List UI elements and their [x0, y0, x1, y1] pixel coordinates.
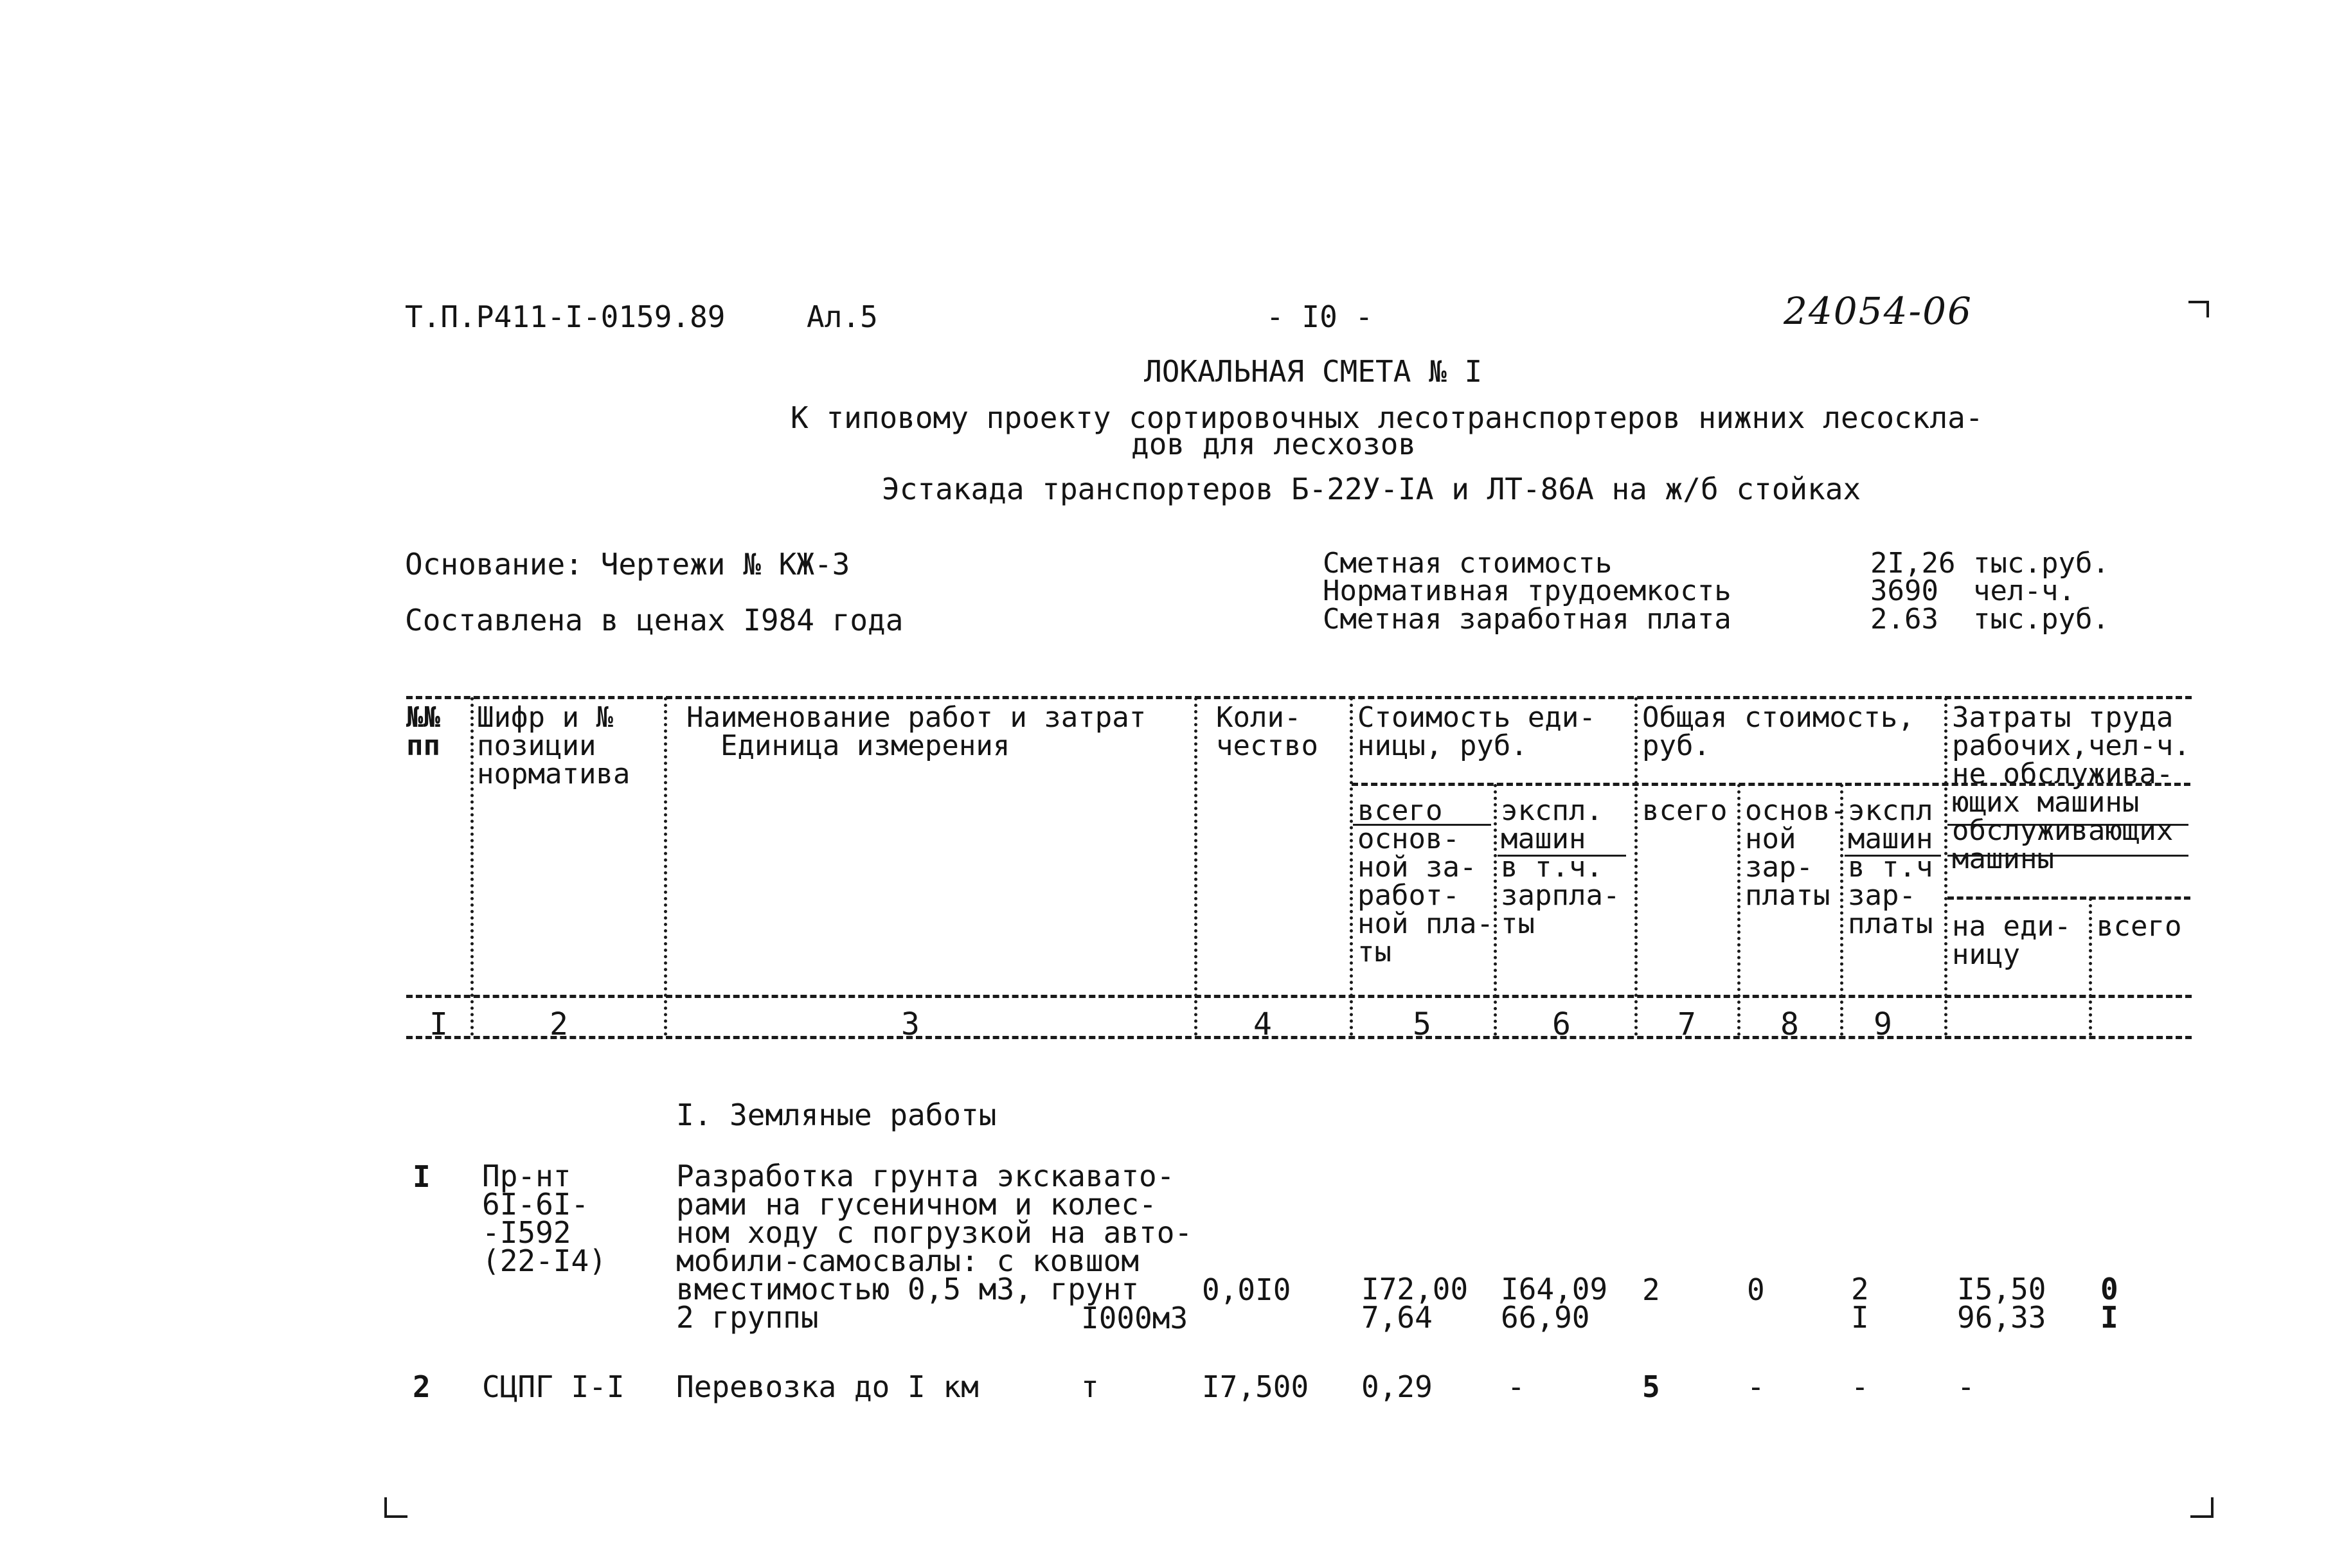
row-1-col8: 0	[1747, 1272, 1765, 1307]
header-col-unit-cost: Стоимость еди- ницы, руб.	[1357, 701, 1596, 762]
col-number-9: 9	[1874, 1006, 1892, 1042]
col-number-3: 3	[901, 1006, 920, 1042]
col-number-7: 7	[1677, 1006, 1696, 1042]
row-2-col9: -	[1851, 1369, 1869, 1404]
prices-line: Составлена в ценах I984 года	[405, 603, 904, 637]
col-number-6: 6	[1552, 1006, 1571, 1042]
col-number-4: 4	[1253, 1006, 1272, 1042]
header-col-8: основ- ной зар- платы	[1745, 794, 1847, 912]
row-2-quantity: I7,500	[1202, 1369, 1309, 1404]
header-col-7: всего	[1642, 794, 1728, 827]
header-col-5: всего основ- ной за- работ- ной пла- ты	[1357, 794, 1494, 968]
row-1-col7: 2	[1642, 1272, 1660, 1307]
corner-mark-bottom-left	[384, 1497, 407, 1518]
summary-value-labor: 3690	[1870, 575, 1938, 607]
row-2-number: 2	[413, 1369, 431, 1404]
basis-line: Основание: Чертежи № КЖ-3	[405, 547, 850, 582]
row-1-quantity: 0,0I0	[1202, 1272, 1291, 1307]
subtitle-line-2: дов для лесхозов	[1131, 427, 1417, 461]
row-1-unit: I000м3	[1081, 1301, 1188, 1335]
summary-value-wage: 2.63	[1870, 603, 1938, 636]
row-2-col5: 0,29	[1361, 1369, 1433, 1404]
summary-unit-cost: тыс.руб.	[1973, 547, 2109, 580]
col-divider-6	[1634, 697, 1638, 1036]
header-col-6: экспл. машин в т.ч. зарпла- ты	[1501, 794, 1620, 940]
header-col-code: Шифр и № позиции норматива	[477, 701, 631, 790]
corner-mark-top-right	[2188, 301, 2209, 317]
col-number-2: 2	[550, 1006, 568, 1042]
col-divider-9	[1944, 697, 1947, 1036]
doc-code: Т.П.Р411-I-0159.89	[405, 299, 726, 334]
col-number-5: 5	[1413, 1006, 1431, 1042]
row-1-col5: I72,00 7,64	[1361, 1272, 1469, 1335]
summary-unit-labor: чел-ч.	[1973, 575, 2075, 607]
subtitle-line-1: К типовому проекту сортировочных лесотранспортеров нижних лесоскла-	[791, 400, 1983, 435]
summary-unit-wage: тыс.руб.	[1973, 603, 2109, 636]
row-2-code: СЦПГ I-I	[482, 1369, 625, 1404]
col-divider-7	[1737, 784, 1740, 1036]
row-2-col7: 5	[1642, 1369, 1660, 1404]
col-number-1: I	[429, 1006, 448, 1042]
row-1-code: Пр-нт 6I-6I- -I592 (22-I4)	[482, 1159, 607, 1278]
col-divider-5	[1494, 784, 1497, 1036]
header-col-11: всего	[2097, 910, 2182, 943]
table-header-bottom-rule	[406, 995, 2192, 998]
header-col-10: на еди- ницу	[1952, 910, 2071, 971]
col-divider-3	[1194, 697, 1197, 1036]
header-col-9: экспл машин в т.ч зар- платы	[1848, 794, 1933, 940]
row-1-col10: I5,50 96,33	[1957, 1272, 2046, 1335]
row-2-col6: -	[1507, 1369, 1525, 1404]
row-1-number: I	[413, 1159, 431, 1194]
header-col-number: №№ пп	[406, 701, 440, 762]
section-title: I. Земляные работы	[676, 1098, 997, 1132]
row-1-col6: I64,09 66,90	[1501, 1272, 1608, 1335]
row-2-col10: -	[1957, 1369, 1975, 1404]
col-divider-10	[2089, 898, 2092, 1036]
page-title: ЛОКАЛЬНАЯ СМЕТА № I	[1144, 354, 1483, 389]
row-1-col11: 0 I	[2100, 1272, 2118, 1335]
row-2-col8: -	[1747, 1369, 1765, 1404]
summary-label-labor: Нормативная трудоемкость	[1323, 575, 1731, 607]
summary-label-cost: Сметная стоимость	[1323, 547, 1613, 580]
album-label: Ал.5	[807, 299, 878, 334]
col-divider-1	[470, 697, 474, 1036]
table-top-rule	[406, 696, 2192, 699]
header-col-labor: Затраты труда рабочих,чел-ч. не обслужива- ющих машины обслуживающих машины	[1952, 701, 2190, 875]
col-divider-4	[1350, 697, 1353, 1036]
row-1-name: Разработка грунта экскавато- рами на гусеничном и колес- ном ходу с погрузкой на авто- мобили-самосвалы: с ковшом вместимостью 0,5 м3, грунт 2 группы	[676, 1159, 1193, 1335]
page-number: - I0 -	[1266, 299, 1373, 334]
header-col-total-cost: Общая стоимость, руб.	[1642, 701, 1915, 762]
handwritten-number: 24054-06	[1784, 289, 1973, 333]
table-numbers-rule	[406, 1036, 2192, 1039]
summary-value-cost: 2I,26	[1870, 547, 1956, 580]
header-col-name: Наименование работ и затрат Единица измерения	[686, 701, 1147, 762]
row-2-unit: т	[1081, 1369, 1099, 1404]
col-number-8: 8	[1780, 1006, 1799, 1042]
object-title: Эстакада транспортеров Б-22У-IА и ЛТ-86А на ж/б стойках	[882, 472, 1861, 506]
row-1-col9: 2 I	[1851, 1272, 1869, 1335]
header-col-quantity: Коли- чество	[1216, 701, 1318, 762]
col-divider-2	[664, 697, 667, 1036]
summary-label-wage: Сметная заработная плата	[1323, 603, 1731, 636]
row-2-name: Перевозка до I км	[676, 1369, 979, 1404]
labor-subheader-rule	[1947, 896, 2190, 900]
corner-mark-bottom-right	[2190, 1497, 2214, 1518]
